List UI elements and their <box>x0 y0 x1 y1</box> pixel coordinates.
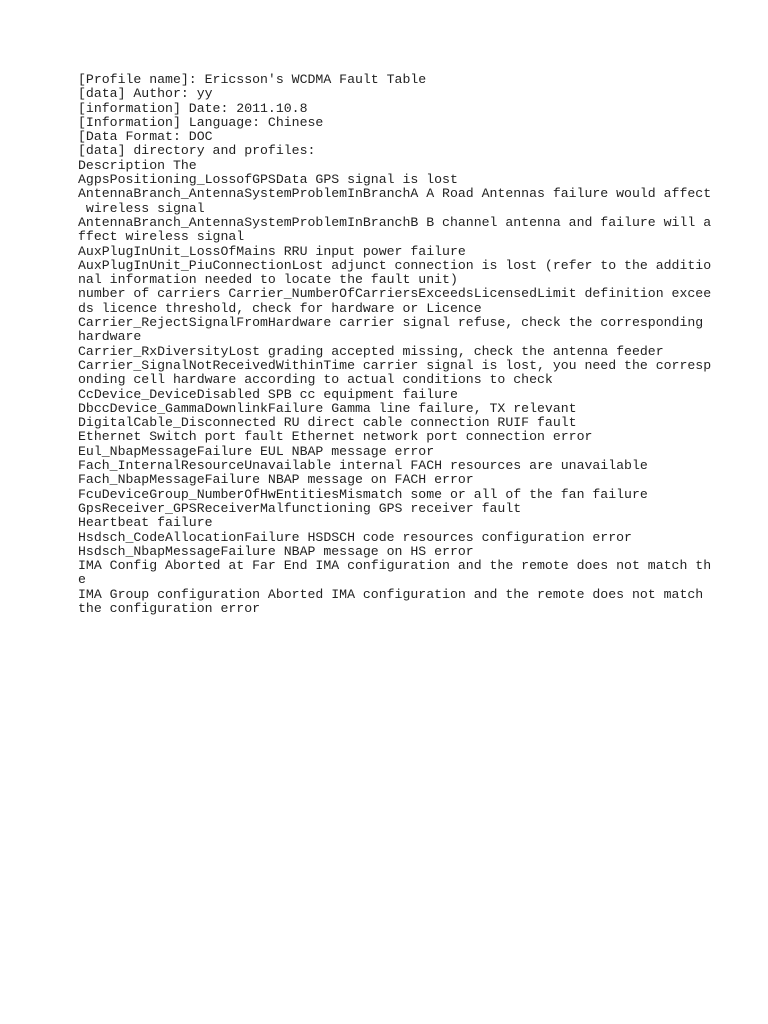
text-line: [information] Date: 2011.10.8 <box>78 100 308 116</box>
text-line: Heartbeat failure <box>78 515 213 531</box>
text-line: ds licence threshold, check for hardware or Licence <box>78 300 482 316</box>
text-line: Description The <box>78 157 197 173</box>
text-line: hardware <box>78 329 142 345</box>
text-line: [Profile name]: Ericsson's WCDMA Fault Table <box>78 72 427 87</box>
text-line: Carrier_RejectSignalFromHardware carrier signal refuse, check the corresponding <box>78 315 704 331</box>
text-line: Fach_NbapMessageFailure NBAP message on FACH error <box>78 472 474 488</box>
text-line: wireless signal <box>78 200 205 216</box>
text-line: [data] Author: yy <box>78 86 213 102</box>
text-line: GpsReceiver_GPSReceiverMalfunctioning GPS receiver fault <box>78 500 522 516</box>
text-line: FcuDeviceGroup_NumberOfHwEntitiesMismatch some or all of the fan failure <box>78 486 648 502</box>
text-line: the configuration error <box>78 600 261 616</box>
text-line: Hsdsch_CodeAllocationFailure HSDSCH code resources configuration error <box>78 529 632 545</box>
document-text <box>78 72 712 616</box>
text-line: Eul_NbapMessageFailure EUL NBAP message error <box>78 443 435 459</box>
text-line: Carrier_RxDiversityLost grading accepted missing, check the antenna feeder <box>78 343 664 359</box>
text-line: nal information needed to locate the fault unit) <box>78 272 458 288</box>
text-line: DbccDevice_GammaDownlinkFailure Gamma line failure, TX relevant <box>78 400 577 416</box>
text-line: Fach_InternalResourceUnavailable internal FACH resources are unavailable <box>78 458 648 474</box>
text-line: IMA Group configuration Aborted IMA configuration and the remote does not match <box>78 586 704 602</box>
text-line: DigitalCable_Disconnected RU direct cable connection RUIF fault <box>78 415 577 431</box>
text-line: AntennaBranch_AntennaSystemProblemInBranchB B channel antenna and failure will a <box>78 214 712 230</box>
text-line: Ethernet Switch port fault Ethernet network port connection error <box>78 429 593 445</box>
text-line: number of carriers Carrier_NumberOfCarriersExceedsLicensedLimit definition excee <box>78 286 712 302</box>
text-line: Hsdsch_NbapMessageFailure NBAP message on HS error <box>78 543 474 559</box>
text-line: AuxPlugInUnit_LossOfMains RRU input power failure <box>78 243 466 259</box>
text-line: [Data Format: DOC <box>78 129 213 145</box>
text-line: CcDevice_DeviceDisabled SPB cc equipment failure <box>78 386 458 402</box>
text-line: AntennaBranch_AntennaSystemProblemInBranchA A Road Antennas failure would affect <box>78 186 712 202</box>
text-line: AuxPlugInUnit_PiuConnectionLost adjunct connection is lost (refer to the additio <box>78 257 712 273</box>
text-line: ffect wireless signal <box>78 229 245 245</box>
text-line: e <box>78 572 86 588</box>
text-line: [Information] Language: Chinese <box>78 114 324 130</box>
text-line: IMA Config Aborted at Far End IMA configuration and the remote does not match th <box>78 558 712 574</box>
text-line: Carrier_SignalNotReceivedWithinTime carrier signal is lost, you need the corresp <box>78 357 712 373</box>
text-line: AgpsPositioning_LossofGPSData GPS signal is lost <box>78 172 458 188</box>
text-line: onding cell hardware according to actual conditions to check <box>78 372 553 388</box>
text-line: [data] directory and profiles: <box>78 143 316 159</box>
